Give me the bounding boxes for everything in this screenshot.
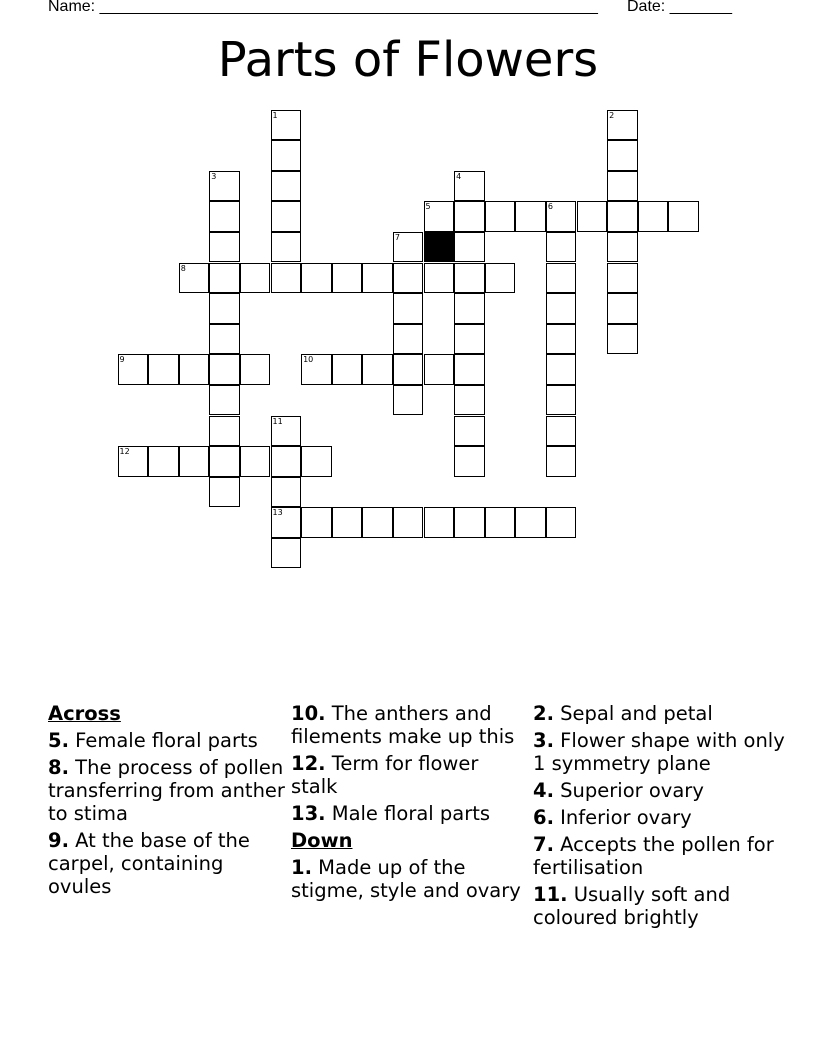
grid-cell[interactable] — [424, 507, 455, 538]
clue-number-label: 7 — [394, 232, 400, 242]
grid-cell[interactable] — [393, 263, 424, 294]
grid-cell[interactable] — [485, 201, 516, 232]
clue-item — [48, 729, 286, 752]
grid-cell[interactable] — [209, 293, 240, 324]
grid-cell[interactable] — [332, 354, 363, 385]
grid-cell[interactable] — [515, 507, 546, 538]
grid-cell[interactable] — [546, 293, 577, 324]
grid-cell[interactable] — [209, 446, 240, 477]
grid-cell[interactable] — [271, 507, 302, 538]
clue-item — [533, 779, 795, 802]
clue-text: Flower shape with only 1 symmetry plane — [533, 729, 785, 775]
clue-number: 4. — [533, 779, 554, 802]
grid-cell[interactable] — [271, 140, 302, 171]
grid-cell[interactable] — [393, 354, 424, 385]
grid-cell[interactable] — [454, 446, 485, 477]
grid-cell[interactable] — [332, 507, 363, 538]
clue-number: 7. — [533, 833, 554, 856]
grid-cell[interactable] — [607, 140, 638, 171]
grid-cell[interactable] — [271, 232, 302, 263]
grid-cell[interactable] — [454, 416, 485, 447]
grid-cell[interactable] — [454, 324, 485, 355]
clue-text: Term for flower stalk — [291, 752, 479, 798]
clue-section-heading: Across — [48, 702, 121, 725]
grid-cell[interactable] — [393, 385, 424, 416]
grid-cell[interactable] — [393, 293, 424, 324]
grid-cell[interactable] — [607, 232, 638, 263]
clue-number-label: 9 — [119, 355, 125, 365]
clue-text: Superior ovary — [553, 779, 704, 802]
clue-number-label: 3 — [211, 171, 217, 181]
grid-cell[interactable] — [240, 354, 271, 385]
page-title: Parts of Flowers — [217, 32, 599, 88]
grid-cell[interactable] — [454, 507, 485, 538]
clue-item — [291, 752, 526, 798]
clue-number: 11. — [533, 883, 568, 906]
grid-cell[interactable] — [209, 324, 240, 355]
clue-section-heading: Down — [291, 829, 353, 852]
grid-cell[interactable] — [454, 293, 485, 324]
grid-cell[interactable] — [607, 201, 638, 232]
clue-text: Accepts the pollen for fertilisation — [533, 833, 774, 879]
grid-cell[interactable] — [454, 385, 485, 416]
grid-cell[interactable] — [546, 232, 577, 263]
clue-number: 3. — [533, 729, 554, 752]
grid-cell[interactable] — [546, 507, 577, 538]
grid-cell-black — [424, 232, 455, 263]
clue-number-label: 6 — [547, 202, 553, 212]
clue-number: 10. — [291, 702, 326, 725]
grid-cell[interactable] — [271, 110, 302, 141]
grid-cell[interactable] — [209, 385, 240, 416]
clue-item — [533, 833, 795, 879]
clue-number-label: 4 — [456, 171, 462, 181]
grid-cell[interactable] — [454, 171, 485, 202]
grid-cell[interactable] — [424, 354, 455, 385]
clue-number-label: 11 — [272, 416, 283, 426]
clue-text: At the base of the carpel, containing ovules — [48, 829, 250, 898]
grid-cell[interactable] — [485, 507, 516, 538]
clue-number-label: 8 — [180, 263, 186, 273]
grid-cell[interactable] — [271, 201, 302, 232]
grid-cell[interactable] — [485, 263, 516, 294]
clue-text: Sepal and petal — [553, 702, 713, 725]
grid-cell[interactable] — [271, 263, 302, 294]
grid-cell[interactable] — [301, 446, 332, 477]
grid-cell[interactable] — [209, 477, 240, 508]
grid-cell[interactable] — [577, 201, 608, 232]
grid-cell[interactable] — [546, 416, 577, 447]
clue-item — [533, 702, 795, 725]
clue-number: 12. — [291, 752, 326, 775]
grid-cell[interactable] — [179, 263, 210, 294]
grid-cell[interactable] — [332, 263, 363, 294]
grid-cell[interactable] — [454, 232, 485, 263]
grid-cell[interactable] — [118, 354, 149, 385]
name-field-label: Name: ________________________________________________________ — [48, 0, 598, 15]
grid-cell[interactable] — [546, 446, 577, 477]
clue-text: The process of pollen transferring from anther to stima — [48, 756, 285, 825]
grid-cell[interactable] — [668, 201, 699, 232]
grid-cell[interactable] — [546, 201, 577, 232]
grid-cell[interactable] — [607, 324, 638, 355]
clue-number: 1. — [291, 856, 312, 879]
clue-column-3 — [533, 702, 795, 933]
grid-cell[interactable] — [209, 201, 240, 232]
grid-cell[interactable] — [393, 324, 424, 355]
grid-cell[interactable] — [546, 263, 577, 294]
grid-cell[interactable] — [607, 293, 638, 324]
clue-text: Female floral parts — [68, 729, 258, 752]
grid-cell[interactable] — [454, 201, 485, 232]
clue-number: 5. — [48, 729, 69, 752]
grid-cell[interactable] — [271, 446, 302, 477]
grid-cell[interactable] — [638, 201, 669, 232]
grid-cell[interactable] — [148, 446, 179, 477]
grid-cell[interactable] — [424, 201, 455, 232]
grid-cell[interactable] — [271, 477, 302, 508]
grid-cell[interactable] — [209, 263, 240, 294]
grid-cell[interactable] — [607, 110, 638, 141]
grid-cell[interactable] — [118, 446, 149, 477]
grid-cell[interactable] — [271, 538, 302, 569]
clue-number: 9. — [48, 829, 69, 852]
grid-cell[interactable] — [454, 263, 485, 294]
grid-cell[interactable] — [362, 354, 393, 385]
grid-cell[interactable] — [179, 354, 210, 385]
clue-item — [533, 883, 795, 929]
clue-column-2 — [291, 702, 526, 906]
grid-cell[interactable] — [301, 507, 332, 538]
grid-cell[interactable] — [607, 263, 638, 294]
grid-cell[interactable] — [362, 507, 393, 538]
clue-number-label: 12 — [119, 447, 130, 457]
clue-number-label: 5 — [425, 202, 431, 212]
grid-cell[interactable] — [546, 354, 577, 385]
grid-cell[interactable] — [148, 354, 179, 385]
grid-cell[interactable] — [271, 416, 302, 447]
grid-cell[interactable] — [393, 232, 424, 263]
date-field-label: Date: _______ — [627, 0, 732, 15]
clue-item — [291, 702, 526, 748]
clue-item — [48, 829, 286, 898]
grid-cell[interactable] — [424, 263, 455, 294]
clue-text: Usually soft and coloured brightly — [533, 883, 731, 929]
grid-cell[interactable] — [546, 385, 577, 416]
grid-cell[interactable] — [301, 354, 332, 385]
grid-cell[interactable] — [209, 354, 240, 385]
grid-cell[interactable] — [546, 324, 577, 355]
clue-number-label: 13 — [272, 508, 283, 518]
clue-item — [291, 802, 526, 825]
clue-item — [291, 856, 526, 902]
grid-cell[interactable] — [607, 171, 638, 202]
clue-item — [533, 806, 795, 829]
grid-cell[interactable] — [362, 263, 393, 294]
clue-number-label: 1 — [272, 110, 278, 120]
grid-cell[interactable] — [271, 171, 302, 202]
grid-cell[interactable] — [393, 507, 424, 538]
grid-cell[interactable] — [179, 446, 210, 477]
clue-number: 2. — [533, 702, 554, 725]
clue-number-label: 2 — [609, 110, 615, 120]
clue-item — [48, 756, 286, 825]
clue-number: 13. — [291, 802, 326, 825]
grid-cell[interactable] — [209, 171, 240, 202]
grid-cell[interactable] — [515, 201, 546, 232]
grid-cell[interactable] — [209, 232, 240, 263]
grid-cell[interactable] — [240, 263, 271, 294]
grid-cell[interactable] — [209, 416, 240, 447]
clue-text: Made up of the stigme, style and ovary — [291, 856, 521, 902]
clue-number: 8. — [48, 756, 69, 779]
clue-item — [533, 729, 795, 775]
clue-text: The anthers and filements make up this — [291, 702, 515, 748]
clue-number-label: 10 — [303, 355, 314, 365]
clue-text: Male floral parts — [325, 802, 491, 825]
grid-cell[interactable] — [240, 446, 271, 477]
clue-column-1 — [48, 702, 286, 902]
grid-cell[interactable] — [454, 354, 485, 385]
clue-number: 6. — [533, 806, 554, 829]
grid-cell[interactable] — [301, 263, 332, 294]
clue-text: Inferior ovary — [553, 806, 692, 829]
